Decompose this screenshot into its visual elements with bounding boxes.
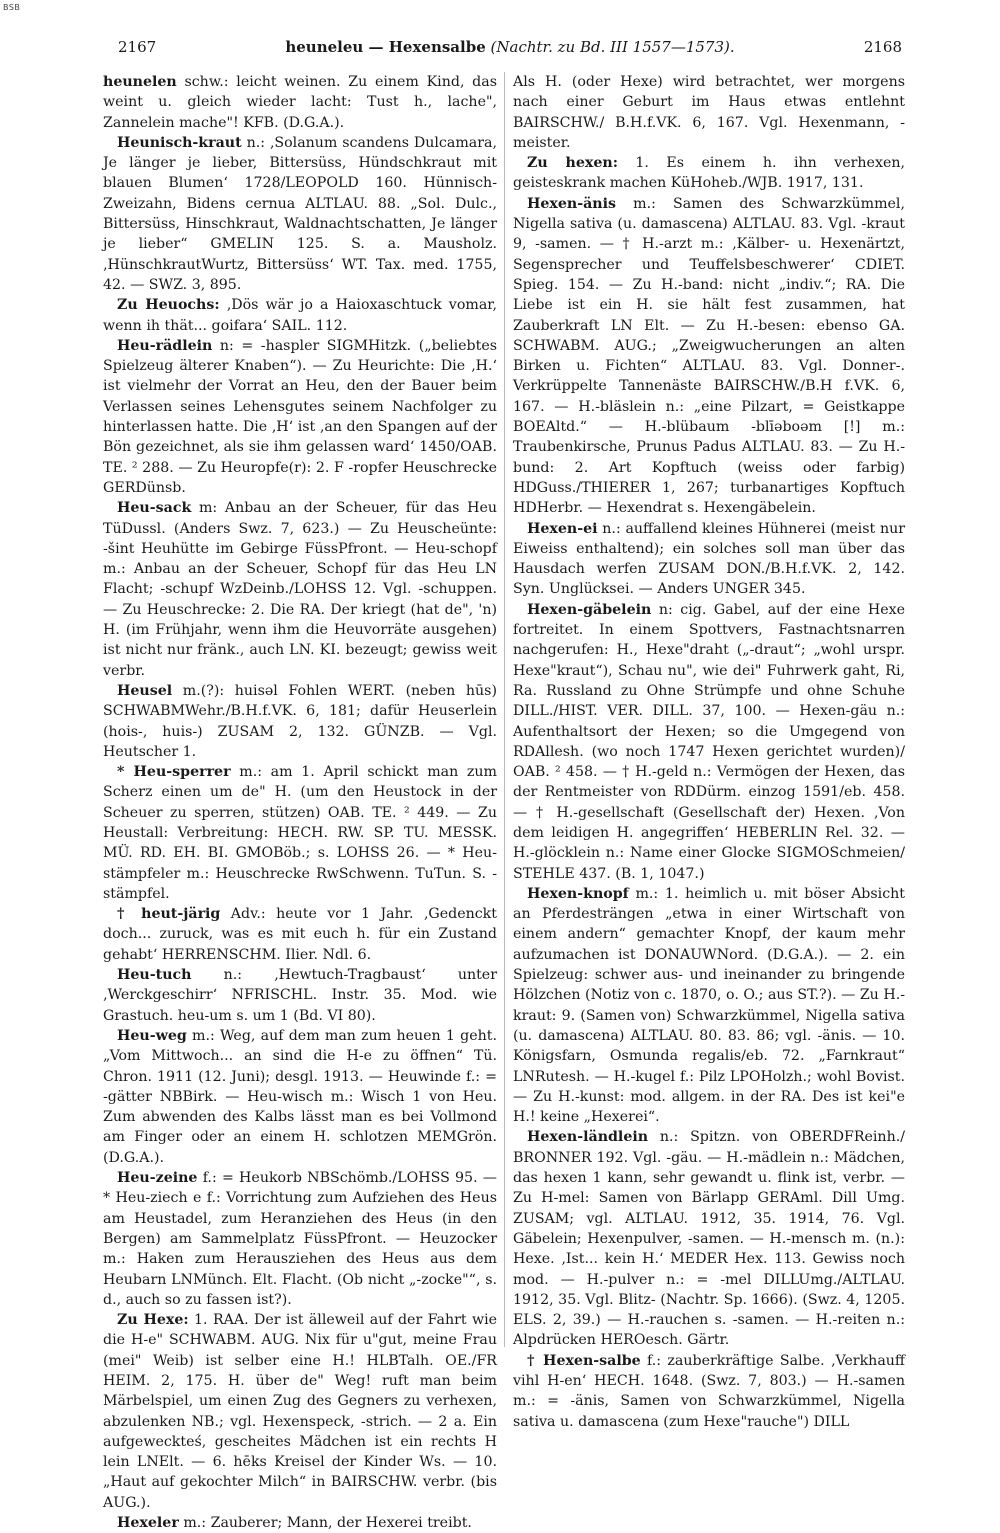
entry-headword: Hexen-ei xyxy=(527,520,598,537)
entry-text: m.: Samen des Schwarzkümmel, Nigella sativa (u. damascena) ALTLAU. 83. Vgl. -kraut 9, -samen. — † H.-arzt m.: ‚Kälber- u. Hexenärtzt, Segensprecher und Teuffelsbeschwerer‘ CDIET. Spieg. 154. — Zu H.-band: nicht „indiv.“; RA. Die Liebe ist ein H. sie hält fest zusammen, hat Zauberkraft LN Elt. — Zu H.-besen: ebenso GA. SCHWABM. AUG.; „Zweigwucherungen an alten Birken u. Fichten“ ALTLAU. 83. Vgl. Donner-. Verkrüppelte Tannenäste BAIRSCHW./B.H f.VK. 6, 167. — H.-bläslein n.: „eine Pilzart, = Geistkappe BOEAltd.“ — H.-blübaum -blīəboəm [!] m.: Traubenkirsche, Prunus Padus ALTLAU. 83. — Zu H.-bund: 2. Art Kopftuch (weiss oder farbig) HDGuss./THIERER 1, 267; turbanartiges Kopftuch HDHerbr. — Hexendrat s. Hexengäbelein. xyxy=(513,195,905,517)
running-reference: (Nachtr. zu Bd. III 1557—1573). xyxy=(490,38,735,56)
entry-text: n.: ‚Solanum scandens Dulcamara, Je länger je lieber, Bittersüss, Hündschkraut mit blauen Blumen‘ 1728/LEOPOLD 160. Hünnisch- Zweizahn, Bidens cernua ALTLAU. 88. „Sol. Dulc., Bittersüss, Hinschkraut, Waldnachtschatten, Je länger je lieber“ GMELIN 125. S. a. Mausholz. ‚HünschkrautWurtz, Bittersüss‘ WT. Tax. med. 1755, 42. — SWZ. 3, 895. xyxy=(103,134,497,293)
entry-text: Adv.: heute vor 1 Jahr. ‚Gedenckt doch... zuruck, was es mit euch h. für ein Zustand gehabt‘ HERRENSCHM. Ilier. Ndl. 6. xyxy=(103,906,497,963)
dictionary-entry xyxy=(513,194,905,519)
entry-headword: Heu-tuch xyxy=(117,967,192,984)
entry-text: n.: auffallend kleines Hühnerei (meist nur Eiweiss enthaltend); ein solches soll man über das Hausdach werfen ZUSAM DON./B.H.f.VK. 2, 142. Syn. Unglücksei. — Anders UNGER 345. xyxy=(513,520,905,598)
entry-headword: Zu hexen: xyxy=(527,155,618,172)
dictionary-entry xyxy=(103,965,497,1026)
dictionary-entry xyxy=(513,519,905,600)
running-title xyxy=(118,38,902,56)
entry-headword: Hexen-änis xyxy=(527,195,617,212)
dictionary-entry xyxy=(513,1351,905,1432)
running-header xyxy=(118,38,902,60)
entry-text: m: Anbau an der Scheuer, für das Heu TüDussl. (Anders Swz. 7, 623.) — Zu Heuscheünte: -šint Heuhütte im Gebirge FüssPfront. — Heu-schopf m.: Anbau an der Scheuer, Schopf für das Heu LN Flacht; -schupf WzDeinb./LOHSS 12. Vgl. -schuppen. — Zu Heuschrecke: 2. Die RA. Der kriegt (hat de", 'n) H. (im Frühjahr, wenn ihm die Heuvorräte ausgehen) ist nicht nur fränk., auch LN. KI. bezeugt; gewiss weit verbr. xyxy=(103,500,497,679)
entry-headword: † heut-järig xyxy=(117,906,221,923)
dictionary-entry xyxy=(103,1026,497,1168)
entry-headword: † Hexen-salbe xyxy=(527,1352,641,1369)
dictionary-entry xyxy=(513,884,905,1128)
entry-headword: Hexeler xyxy=(117,1515,179,1532)
dictionary-entry xyxy=(103,336,497,498)
entry-text: m.(?): huisəl Fohlen WERT. (neben hūs) SCHWABMWehr./B.H.f.VK. 6, 181; dafür Heuserlein (hois-, huis-) ZUSAM 2, 132. GÜNZB. — Vgl. Heutscher 1. xyxy=(103,682,497,760)
entry-headword: Heunisch-kraut xyxy=(117,134,242,151)
library-stamp: BSB xyxy=(3,3,21,12)
dictionary-entry xyxy=(103,762,497,904)
entry-text: schw.: leicht weinen. Zu einem Kind, das weint u. gleich wieder lacht: Tust h., lache", Zannelein mache"! KFB. (D.G.A.). xyxy=(103,74,497,131)
dictionary-entry xyxy=(103,1513,497,1533)
entry-headword: Zu Hexe: xyxy=(117,1312,189,1329)
dictionary-entry xyxy=(103,295,497,336)
entry-headword: * Heu-sperrer xyxy=(117,764,231,781)
entry-text: m.: am 1. April schickt man zum Scherz einen um de" H. (um den Heustock in der Scheuer zu sperren, stützen) OAB. TE. ² 449. — Zu Heustall: Verbreitung: HECH. RW. SP. TU. MESSK. MÜ. RD. EH. BI. GMOBöb.; s. LOHSS 26. — * Heu-stämpfeler m.: Heuschrecke RwSchwenn. TuTun. S. -stämpfel. xyxy=(103,764,497,902)
entry-headword: Hexen-knopf xyxy=(527,885,629,902)
dictionary-entry xyxy=(103,133,497,295)
dictionary-entry xyxy=(103,904,497,965)
entry-headword: Hexen-gäbelein xyxy=(527,601,652,618)
running-head: heuneleu — Hexensalbe xyxy=(285,38,486,56)
entry-text: f.: = Heukorb NBSchömb./LOHSS 95. — * Heu-ziech e f.: Vorrichtung zum Aufziehen des Heus am Heustadel, zum Heranziehen des Heus (in den Bergen) am Sammelplatz FüssPfront. — Heuzocker m.: Haken zum Herausziehen des Heus aus dem Heubarn LNMünch. Elt. Flacht. (Ob nicht „-zocke"“, s. d., auch so zu fassen ist?). xyxy=(103,1170,497,1308)
entry-headword: Heusel xyxy=(117,682,173,699)
right-column xyxy=(513,72,905,1432)
left-column xyxy=(103,72,497,1533)
entry-headword: Heu-zeine xyxy=(117,1170,198,1187)
dictionary-entry xyxy=(103,681,497,762)
dictionary-entry xyxy=(513,1127,905,1350)
entry-text: n.: Spitzn. von OBERDFReinh./ BRONNER 192. Vgl. -gäu. — H.-mädlein n.: Mädchen, das hexen 1 kann, sehr gewandt u. flink ist, verbr. — Zu H-mel: Samen von Bärlapp GERAml. Dill Umg. ZUSAM; vgl. ALTLAU. 1912, 35. 1914, 76. Vgl. Gäbelein; Hexenpulver, -samen. — H.-mensch m. (n.): Hexe. ‚Ist... kein H.‘ MEDER Hex. 113. Gewiss noch mod. — H.-pulver n.: = -mel DILLUmg./ALTLAU. 1912, 35. Vgl. Blitz- (Nachtr. Sp. 1666). (Swz. 4, 1205. ELS. 2, 39.) — H.-rauchen s. -samen. — H.-reiten n.: Alpdrücken HEROesch. Gärtr. xyxy=(513,1129,905,1349)
entry-text: n: cig. Gabel, auf der eine Hexe fortreitet. In einem Spottvers, Fastnachtsnarren nachgerufen: H., Hexe"draht („-draut“; „wohl urspr. Hexe"kraut“), Schau nu", wie dei" Fuhrwerk gaht, Ri, Ra. Russland zu Ohne Strümpfe und ohne Schuhe DILL./HIST. VER. DILL. 37, 100. — Hexen-gäu n.: Aufenthaltsort der Hexen; so die Umgegend von RDAllesh. (wo noch 1747 Hexen gerichtet wurden)/ OAB. ² 458. — † H.-geld n.: Vermögen der Hexen, das der Rentmeister von RDDürm. einzog 1591/eb. 458. — † H.-gesellschaft (Gesellschaft der) Hexen. ‚Von dem leidigen H. angegriffen‘ HEBERLIN Rel. 32. — H.-glöcklein n.: Name einer Glocke SIGMOSchmeien/ STEHLE 437. (B. 1, 1047.) xyxy=(513,601,906,882)
entry-text: m.: Weg, auf dem man zum heuen 1 geht. „Vom Mittwoch... an sind die H-e zu öffnen“ Tü. Chron. 1911 (12. Juni); desgl. 1913. — Heuwinde f.: = -gätter NBBirk. — Heu-wisch m.: Wisch 1 von Heu. Zum abwenden des Kalbs lässt man es bei Vollmond am Finger oder an einem H. schlotzen MEMGrön. (D.G.A.). xyxy=(103,1027,497,1166)
dictionary-entry xyxy=(103,498,497,681)
column-divider xyxy=(504,72,505,1347)
entry-headword: heunelen xyxy=(103,74,177,90)
dictionary-entry xyxy=(103,72,497,133)
entry-text: m.: Zauberer; Mann, der Hexerei treibt. xyxy=(183,1515,472,1532)
entry-text: f.: zauberkräftige Salbe. ‚Verkhauff vihl H-en‘ HECH. 1648. (Swz. 7, 803.) — H.-samen m.: = -änis, Samen von Schwarzkümmel, Nigella sativa u. damascena (zum Hexe"rauche") DILL xyxy=(513,1352,905,1430)
entry-headword: Heu-rädlein xyxy=(117,337,213,354)
dictionary-entry xyxy=(513,600,905,884)
dictionary-entry xyxy=(103,1310,497,1513)
page-number-left: 2167 xyxy=(118,38,157,56)
entry-text: m.: 1. heimlich u. mit böser Absicht an Pferdesträngen „etwa in einer Wirtschaft von einem andern“ gemachter Knopf, der kaum mehr aufzumachen ist DONAUWNord. (D.G.A.). — 2. ein Spielzeug: schwer aus- und ineinander zu bringende Hölzchen (Notiz von c. 1870, o. O.; aus ST.?). — Zu H.-kraut: 9. (Samen von) Schwarzkümmel, Nigella sativa (u. damascena) ALTLAU. 80. 83. 86; vgl. -änis. — 10. Königsfarn, Osmunda regalis/eb. 72. „Farnkraut“ LNRutesh. — H.-kugel f.: Pilz LPOHolzh.; wohl Bovist. — Zu H.-kunst: mod. allgem. in der RA. Des ist kei"e H.! keine „Hexerei“. xyxy=(513,885,906,1126)
entry-text: ‚Dös wär jo a Haioxaschtuck vomar, wenn ih thät... goifara‘ SAIL. 112. xyxy=(103,297,498,334)
dictionary-entry xyxy=(513,153,905,194)
entry-headword: Heu-sack xyxy=(117,500,192,517)
entry-headword: Zu Heuochs: xyxy=(117,297,220,314)
entry-text: 1. RAA. Der ist älleweil auf der Fahrt wie die H-e" SCHWABM. AUG. Nix für u"gut, meine Frau (mei" Weib) ist selber eine H.! HLBTalh. OE./FR HEIM. 2, 175. H. über de" Weg! ruft man beim Märbelspiel, um einen Zug des Gegners zu verhexen, abzulenken NB.; vgl. Hexenspeck, -strich. — 2 a. Ein aufgeweckteś, gescheites Mädchen ist ein rechts H lein LNElt. — 6. hēks Kreisel der Kinder Ws. — 10. „Haut auf gekochter Milch“ in BAIRSCHW. verbr. (bis AUG.). xyxy=(103,1312,498,1511)
entry-text: n: = -haspler SIGMHitzk. („beliebtes Spielzeug älterer Knaben“). — Zu Heurichte: Die ‚H.‘ ist vielmehr der Vorrat an Heu, den der Bauer beim Verlassen seines Lehensgutes seinem Nachfolger zu hinterlassen hatte. Die ‚H‘ ist ‚an den Spangen auf der Bön gezeichnet, als sie ihm gelassen ward‘ 1450/OAB. TE. ² 288. — Zu Heuropfe(r): 2. F -ropfer Heuschrecke GERDünsb. xyxy=(103,337,497,496)
entry-text: n.: ‚Hewtuch-Tragbaust‘ unter ‚Werckgeschirr‘ NFRISCHL. Instr. 35. Mod. wie Grastuch. heu-um s. um 1 (Bd. VI 80). xyxy=(103,967,497,1024)
dictionary-entry xyxy=(103,1168,497,1310)
entry-headword: Hexen-ländlein xyxy=(527,1129,649,1146)
entry-headword: Heu-weg xyxy=(117,1027,187,1044)
page-number-right: 2168 xyxy=(863,38,902,56)
entry-text: Als H. (oder Hexe) wird betrachtet, wer morgens nach einer Geburt im Haus etwas entlehnt BAIRSCHW./ B.H.f.VK. 6, 167. Vgl. Hexenmann, -meister. xyxy=(513,74,905,151)
entry-text: 1. Es einem h. ihn verhexen, geisteskrank machen KüHoheb./WJB. 1917, 131. xyxy=(513,155,906,192)
dictionary-entry xyxy=(513,72,905,153)
